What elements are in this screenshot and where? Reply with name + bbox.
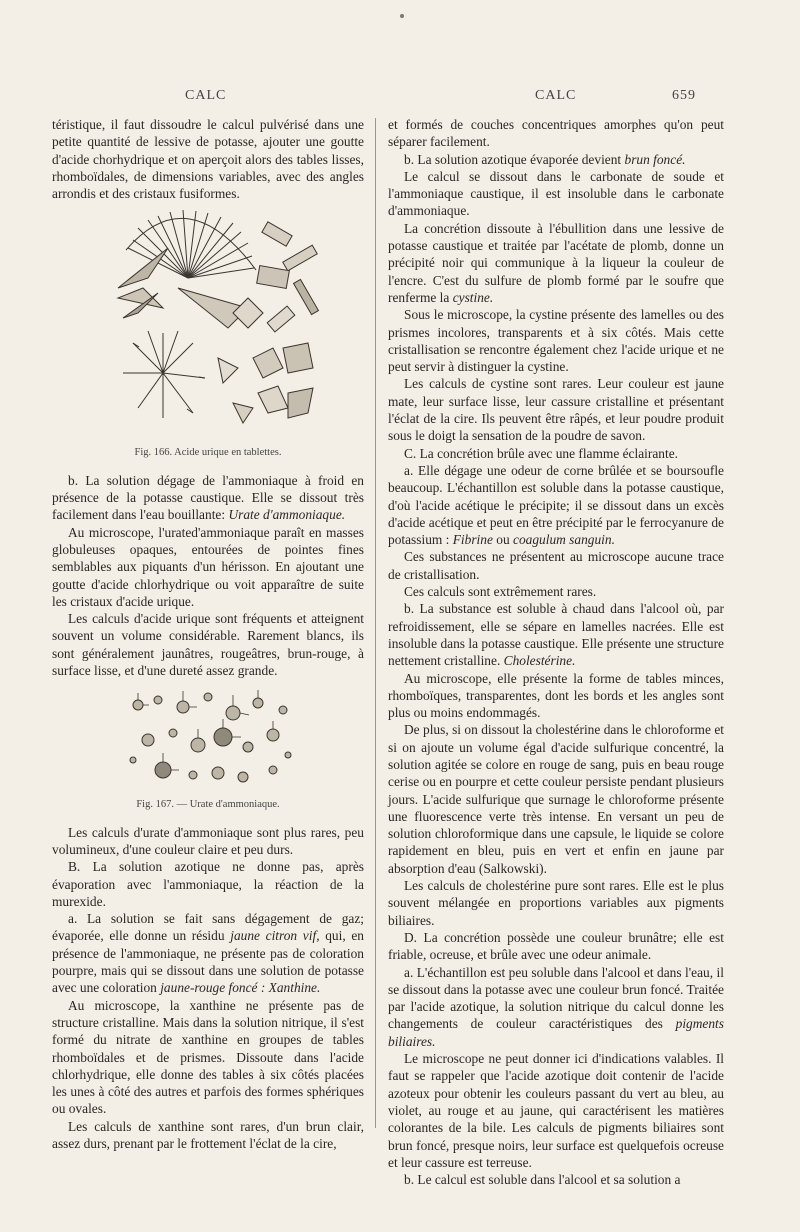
paragraph [388, 151, 724, 168]
page-number: 659 [672, 88, 696, 103]
paragraph: Les calculs de cholestérine pure sont rares. Elle est le plus souvent mélangée en proportions variables aux pigments biliaires. [388, 878, 724, 928]
paragraph: D. La concrétion possède une couleur brunâtre; elle est friable, ocreuse, et brûle avec une odeur animale. [388, 929, 724, 963]
paragraph: Les calculs de cystine sont rares. Leur couleur est jaune mate, leur surface lisse, leur cassure cristalline et présentant l'éclat de la cire. Ils peuvent être râpés, et leur poudre produit sous le doigt la sensation de la poudre de savon. [388, 376, 724, 444]
running-head-left: CALC [185, 88, 227, 103]
figure-167 [52, 685, 364, 790]
paragraph: Le calcul se dissout dans le carbonate de soude et l'ammoniaque caustique, il est insoluble dans le carbonate d'ammoniaque. [388, 168, 724, 219]
left-column [52, 116, 364, 1152]
paragraph: Au microscope, l'urated'ammoniaque paraît en masses globuleuses opaques, entourées de pointes fines semblables aux piquants d'un hérisson. En ajoutant une goutte d'acide chlorhydrique ou voit apparaître de suite les cristaux d'acide urique. [52, 524, 364, 609]
italic-term: Cholestérine. [503, 653, 576, 669]
paragraph: Au microscope, elle présente la forme de tables minces, rhomboïques, transparentes, dont les bords et les angles sont plus ou moins endommagés. [388, 670, 724, 721]
paragraph: Les calculs de xanthine sont rares, d'un brun clair, assez durs, prenant par le frottement l'éclat de la cire, [52, 1118, 364, 1151]
running-head-right: CALC [535, 88, 577, 103]
paragraph: Au microscope, la xanthine ne présente pas de structure cristalline. Mais dans la solution nitrique, il s'est formé du nitrate de xanthine en groupes de tables rhomboïdales et de prismes. Dissoute dans l'acide chlorhydrique, elle donne des tables à six côtés placées les unes à côté des autres et parfois des formes sphériques ou ovales. [52, 997, 364, 1117]
paragraph: Le microscope ne peut donner ici d'indications valables. Il faut se rappeler que l'acide azotique doit contenir de l'acide azoteux pour obtenir les couleurs passant du vert au bleu, au violet, au rouge et au jaune, qui caractérisent les matières colorantes de la bile. Les calculs de pigments biliaires sont brun foncé, presque noirs, leur surface est quelquefois ocreuse et leur cassure est terreuse. [388, 1051, 724, 1170]
paragraph [388, 220, 724, 306]
italic-term: Fibrine [452, 532, 493, 548]
text-run: ou [492, 532, 513, 548]
text-run: b. La solution dégage de l'ammoniaque à froid en présence de la potasse caustique. Elle se dissout très facilement dans l'eau bouillante: [52, 472, 364, 523]
paragraph: et formés de couches concentriques amorphes qu'on peut séparer facilement. [388, 117, 724, 150]
italic-term: pigments biliaires. [388, 1016, 724, 1049]
figure-166-caption: Fig. 166. Acide urique en tablettes. [134, 447, 282, 459]
text-run: a. Elle dégage une odeur de corne brûlée et se boursoufle beaucoup. L'échantillon est soluble dans la potasse caustique, d'où l'acide acétique le précipite; il se dissout dans un excès d'acide acétique et peut en être précipité par le ferrocyanure de potassium : [388, 462, 724, 548]
paragraph [388, 600, 724, 669]
text-run: b. La solution azotique évaporée devient [404, 151, 625, 167]
italic-term: Urate d'ammoniaque. [228, 507, 346, 523]
text-run: qui, en présence de l'ammoniaque, ne présente pas de coloration pourpre, mais qui se dissout dans une solution de potasse avec une coloration [52, 928, 364, 996]
paragraph: Les calculs d'acide urique sont fréquents et atteignent souvent un volume considérable. Rarement blancs, ils sont généralement jaunâtres, rougeâtres, brun-rouge, à surface lisse, et d'une dureté assez grande. [52, 611, 364, 679]
ammonium-urate-illustration [113, 685, 303, 790]
paragraph [52, 910, 364, 996]
italic-term: brun foncé. [624, 151, 686, 167]
column-divider [375, 118, 376, 1128]
paragraph: Ces substances ne présentent au microscope aucune trace de cristallisation. [388, 549, 724, 582]
text-run: La concrétion dissoute à l'ébullition dans une lessive de potasse caustique et traitée par l'acétate de plomb, donne un précipité noir qui communique à la liqueur la couleur de l'encre. C'est du sulfure de plomb formé par le soufre que renferme la [388, 220, 724, 305]
paragraph: Ces calculs sont extrêmement rares. [404, 584, 597, 600]
uric-acid-crystals-illustration [83, 208, 333, 438]
paragraph [388, 964, 724, 1050]
paragraph [388, 462, 724, 548]
italic-term: coagulum sanguin. [513, 532, 615, 548]
paragraph: De plus, si on dissout la cholestérine dans le chloroforme et si on ajoute un volume égal d'acide sulfurique concentré, la solution agitée se colore en rouge de sang, puis en beau rouge cerise ou en pourpre et cette couleur persiste pendant plusieurs jours. L'acide sulfurique que surnage le chloroforme présente une fluorescence verte très intense. En versant un peu de solution chloroformique dans une capsule, le liquide se colore rapidement en bleu, puis en vert et enfin en jaune par absorption d'eau (Salkowski). [388, 722, 724, 876]
paragraph: Les calculs d'urate d'ammoniaque sont plus rares, peu volumineux, d'une couleur claire et peu durs. [52, 824, 364, 857]
text-run: b. La substance est soluble à chaud dans l'alcool où, par refroidissement, elle se sépare en lamelles nacrées. Elle est insoluble dans la potasse caustique. Elle présente une structure nettement cristalline. [388, 601, 724, 669]
text-run: a. La solution se fait sans dégagement de gaz; évaporée, elle donne un résidu [52, 911, 364, 944]
printer-mark [400, 14, 404, 18]
paragraph: b. Le calcul est soluble dans l'alcool et sa solution a [404, 1172, 681, 1188]
paragraph [52, 472, 364, 524]
figure-166 [52, 208, 364, 438]
right-column [388, 116, 724, 1188]
text-run: a. L'échantillon est peu soluble dans l'alcool et dans l'eau, il se dissout dans la potasse avec une couleur brun foncé. Traitée par l'acide azotique, la solution nitrique du calcul donne les changements de couleur caractéristiques des [388, 964, 724, 1032]
paragraph: téristique, il faut dissoudre le calcul pulvérisé dans une petite quantité de lessive de potasse, ajouter une goutte d'acide chorhydrique et on aperçoit alors des tables lisses, rhomboïdales, de dimensions variables, avec des angles arrondis et des cristaux fusiformes. [52, 117, 364, 202]
figure-167-caption: Fig. 167. — Urate d'ammoniaque. [136, 799, 280, 811]
paragraph: B. La solution azotique ne donne pas, après évaporation avec l'ammoniaque, la réaction de la murexide. [52, 859, 364, 909]
paragraph: C. La concrétion brûle avec une flamme éclairante. [404, 445, 678, 461]
paragraph: Sous le microscope, la cystine présente des lamelles ou des prismes incolores, transparents et à six côtés. Mais cette cristallisation se rencontre également chez l'acide urique et ne peut servir à distinguer la cystine. [388, 307, 724, 375]
italic-term: jaune-rouge foncé : Xanthine. [160, 980, 321, 996]
italic-term: cystine. [452, 289, 494, 305]
italic-term: jaune citron vif, [230, 928, 320, 944]
